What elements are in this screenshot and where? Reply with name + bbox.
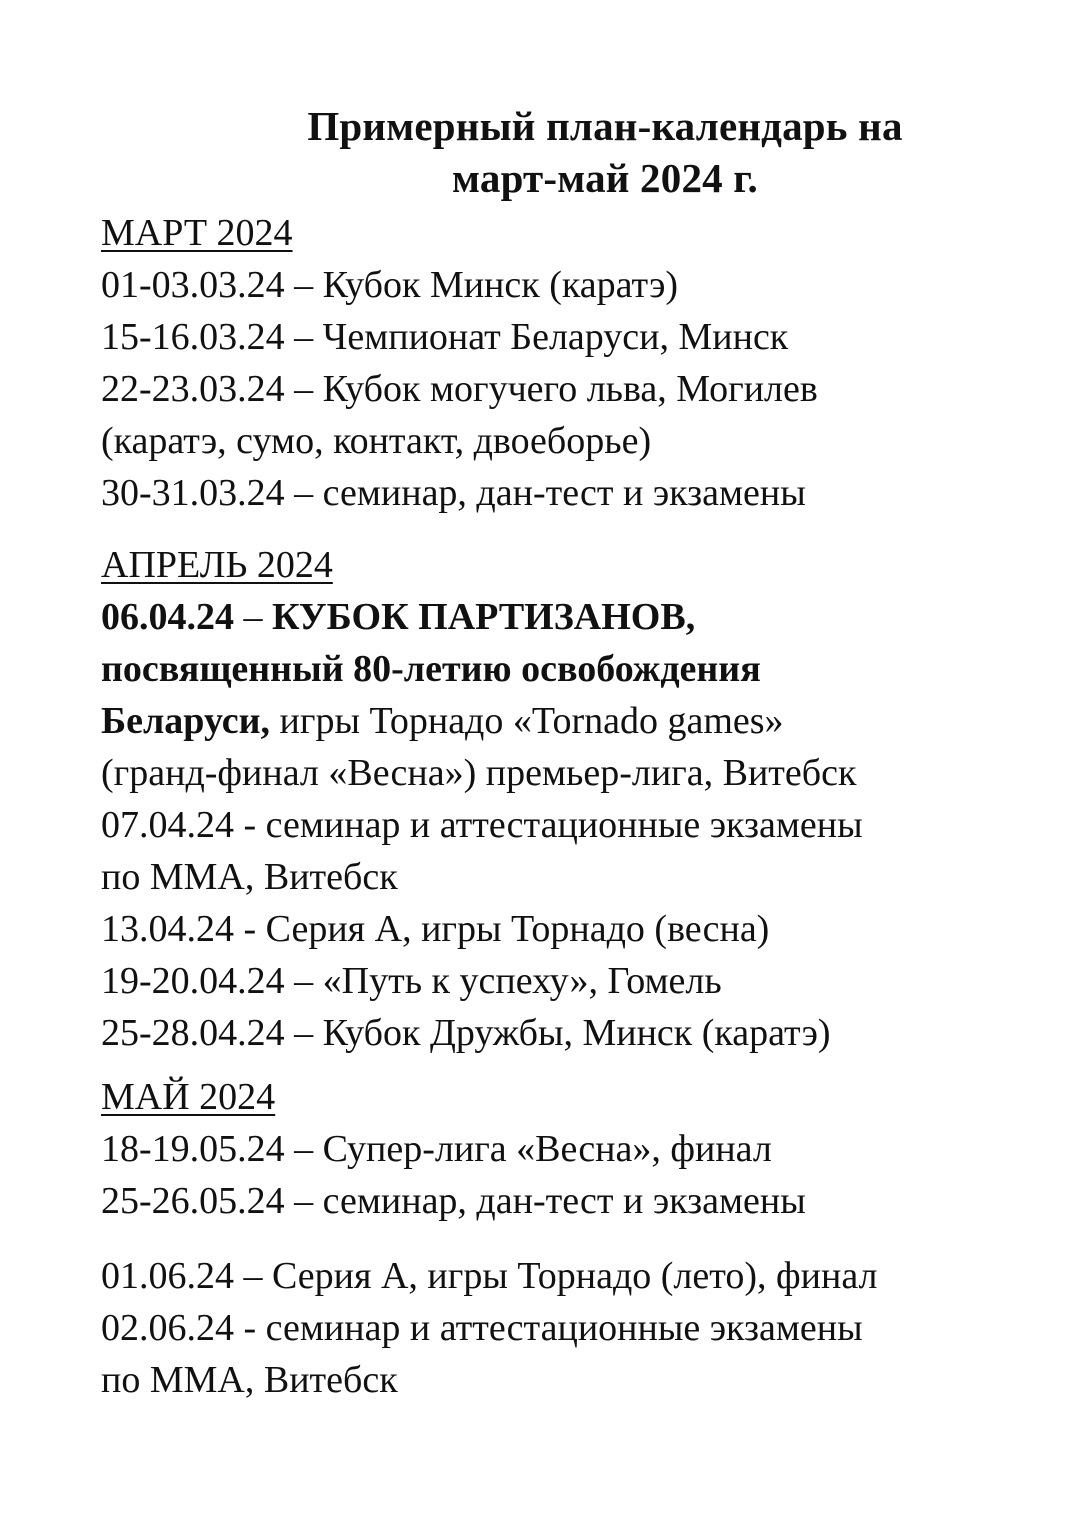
- event-line: 19-20.04.24 – «Путь к успеху», Гомель: [101, 960, 722, 1002]
- document-title: [180, 100, 1030, 204]
- featured-event-line-3: [101, 695, 1061, 747]
- featured-event-date: 06.04.24: [101, 596, 234, 638]
- month-heading-april: АПРЕЛЬ 2024: [101, 544, 333, 586]
- featured-event-line-2: [101, 643, 1061, 695]
- event-line: 01-03.03.24 – Кубок Минск (каратэ): [101, 264, 679, 306]
- section-may: [101, 1071, 1061, 1227]
- section-june: [101, 1250, 1061, 1406]
- featured-event-subtitle-end: Беларуси,: [101, 700, 271, 742]
- event-line: 25-28.04.24 – Кубок Дружбы, Минск (каратэ): [101, 1012, 831, 1054]
- event-line: 25-26.05.24 – семинар, дан-тест и экзамены: [101, 1180, 806, 1222]
- event-line: 13.04.24 - Серия А, игры Торнадо (весна): [101, 908, 770, 950]
- event-line: по ММА, Витебск: [101, 856, 398, 898]
- title-line-1: Примерный план-календарь на: [307, 103, 903, 149]
- featured-event-title: КУБОК ПАРТИЗАНОВ,: [272, 596, 696, 638]
- event-line: 30-31.03.24 – семинар, дан-тест и экзамены: [101, 472, 806, 514]
- month-heading-march: МАРТ 2024: [101, 212, 293, 254]
- event-line: по ММА, Витебск: [101, 1359, 398, 1401]
- title-line-2: март-май 2024 г.: [452, 155, 758, 201]
- event-line: 22-23.03.24 – Кубок могучего льва, Могилев: [101, 368, 818, 410]
- event-line: (каратэ, сумо, контакт, двоеборье): [101, 420, 652, 462]
- featured-event-detail: игры Торнадо «Tornado games»: [270, 700, 784, 742]
- event-line: 01.06.24 – Серия А, игры Торнадо (лето), финал: [101, 1255, 878, 1297]
- event-line: 07.04.24 - семинар и аттестационные экзамены: [101, 804, 863, 846]
- section-april: [101, 539, 1061, 1059]
- featured-event-line-1: [101, 591, 1061, 643]
- event-line: 02.06.24 - семинар и аттестационные экзамены: [101, 1307, 863, 1349]
- event-line: 18-19.05.24 – Супер-лига «Весна», финал: [101, 1128, 772, 1170]
- section-march: [101, 207, 1061, 519]
- month-heading-may: МАЙ 2024: [101, 1076, 276, 1118]
- featured-event-subtitle: посвященный 80-летию освобождения: [101, 648, 761, 690]
- featured-event-dash: –: [234, 596, 272, 638]
- featured-event-line-4: (гранд-финал «Весна») премьер-лига, Витебск: [101, 752, 857, 794]
- event-line: 15-16.03.24 – Чемпионат Беларуси, Минск: [101, 316, 789, 358]
